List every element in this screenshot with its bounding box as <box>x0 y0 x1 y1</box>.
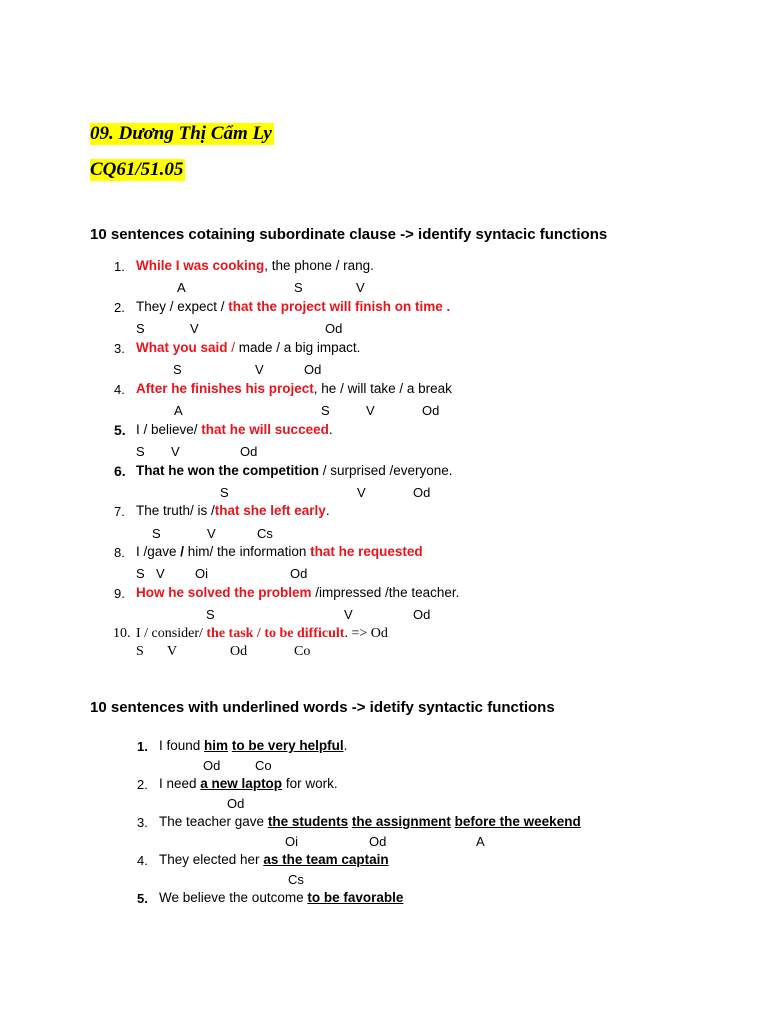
function-label: A <box>476 834 485 849</box>
function-label: V <box>366 403 375 418</box>
item-number: 4. <box>137 853 148 868</box>
function-label: V <box>207 526 216 541</box>
item-number: 5. <box>114 422 126 438</box>
function-label: Od <box>290 566 308 581</box>
function-label: S <box>136 444 145 459</box>
function-label: Od <box>230 644 248 659</box>
item-number: 2. <box>114 300 125 315</box>
sentence: They elected her as the team captain <box>159 852 389 867</box>
item-number: 3. <box>114 341 125 356</box>
sentence: The teacher gave the students the assignment before the weekend <box>159 814 581 829</box>
sentence: That he won the competition / surprised /everyone. <box>136 463 453 478</box>
item-number: 1. <box>114 259 125 274</box>
section1-heading: 10 sentences cotaining subordinate clause -> identify syntacic functions <box>90 226 608 243</box>
function-label: V <box>171 444 180 459</box>
function-label: Oi <box>285 834 298 849</box>
function-label: Od <box>203 758 221 773</box>
sentence: The truth/ is /that she left early. <box>136 503 330 518</box>
sentence: They / expect / that the project will finish on time . <box>136 299 451 314</box>
sentence: I need a new laptop for work. <box>159 776 338 791</box>
function-label: Od <box>227 796 245 811</box>
function-label: Od <box>325 321 343 336</box>
sentence: How he solved the problem /impressed /the teacher. <box>136 585 460 600</box>
student-name: 09. Dương Thị Cẩm Ly <box>90 123 272 144</box>
item-number: 3. <box>137 815 148 830</box>
function-label: V <box>357 485 366 500</box>
function-label: S <box>294 280 303 295</box>
item-number: 5. <box>137 891 148 906</box>
function-label: A <box>174 403 183 418</box>
function-label: Od <box>422 403 440 418</box>
section2-heading: 10 sentences with underlined words -> idetify syntactic functions <box>90 699 555 716</box>
function-label: S <box>220 485 229 500</box>
function-label: S <box>321 403 330 418</box>
function-label: Od <box>304 362 322 377</box>
function-label: Co <box>294 644 311 659</box>
function-label: Cs <box>257 526 273 541</box>
function-label: S <box>206 607 215 622</box>
function-label: Od <box>369 834 387 849</box>
function-label: V <box>190 321 199 336</box>
function-label: A <box>177 280 186 295</box>
function-label: Cs <box>288 872 304 887</box>
function-label: Oi <box>195 566 208 581</box>
function-label: V <box>356 280 365 295</box>
sentence: After he finishes his project, he / will take / a break <box>136 381 452 396</box>
function-label: S <box>173 362 182 377</box>
function-label: Od <box>240 444 258 459</box>
item-number: 6. <box>114 463 126 479</box>
item-number: 4. <box>114 382 125 397</box>
function-label: V <box>344 607 353 622</box>
item-number: 8. <box>114 545 125 560</box>
function-label: Od <box>413 485 431 500</box>
item-number: 2. <box>137 777 148 792</box>
function-label: V <box>167 644 178 659</box>
function-label: S <box>152 526 161 541</box>
function-label: V <box>156 566 165 581</box>
function-label: Od <box>413 607 431 622</box>
item-number: 10. <box>113 626 131 641</box>
sentence: We believe the outcome to be favorable <box>159 890 404 905</box>
function-label: S <box>136 566 145 581</box>
sentence: While I was cooking, the phone / rang. <box>136 258 374 273</box>
item-number: 1. <box>137 739 148 754</box>
function-label: V <box>255 362 264 377</box>
function-label: Co <box>255 758 272 773</box>
function-label: S <box>136 321 145 336</box>
sentence: I / consider/ the task / to be difficult. => Od <box>136 626 388 641</box>
item-number: 9. <box>114 586 125 601</box>
sentence: What you said / made / a big impact. <box>136 340 361 355</box>
function-label: S <box>136 644 144 659</box>
sentence: I /gave / him/ the information that he requested <box>136 544 423 559</box>
class-code: CQ61/51.05 <box>90 159 184 180</box>
sentence: I found him to be very helpful. <box>159 738 348 753</box>
sentence: I / believe/ that he will succeed. <box>136 422 333 437</box>
item-number: 7. <box>114 504 125 519</box>
